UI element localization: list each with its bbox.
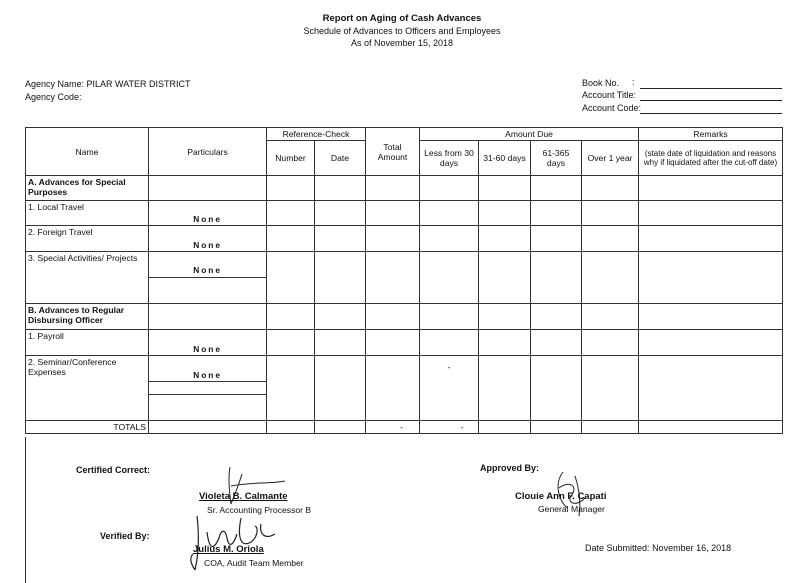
date-submitted-value: November 16, 2018 [652,543,732,553]
none-special-activities: None [193,265,222,275]
none-local-travel: None [193,214,222,224]
seminar-less-30-dash: - [420,356,479,421]
date-submitted [585,543,731,553]
header-less-30: Less from 30 days [420,141,479,176]
agency-name [25,79,191,89]
book-no-label: Book No. [582,78,620,88]
header-amount-due: Amount Due [420,128,639,141]
verified-name: Julius M. Oriola [193,544,264,555]
verified-by-label: Verified By: [100,531,150,541]
book-no-line [640,88,782,89]
frame-left-edge [25,437,26,583]
certified-correct-label: Certified Correct: [76,465,151,475]
totals-total-amount: - [366,421,420,434]
approved-name: Clouie Ann F. Capati [515,491,607,502]
none-foreign-travel: None [193,240,222,250]
agency-code-label: Agency Code: [25,92,82,102]
agency-name-label: Agency Name: [25,79,85,89]
header-total-amount: Total Amount [366,128,420,176]
header-date: Date [315,141,366,176]
account-code-label: Account Code: [582,103,642,113]
header-remarks: Remarks [639,128,783,141]
header-remarks-note: (state date of liquidation and reasons why if liquidated after the cut-off date) [639,141,783,176]
account-title-line [640,100,782,101]
row-local-travel: 1. Local Travel [26,201,149,226]
account-title-label: Account Title: [582,90,637,100]
header-61-365: 61-365 days [531,141,582,176]
header-number: Number [267,141,315,176]
row-payroll: 1. Payroll [26,330,149,356]
certified-title: Sr. Accounting Processor B [207,505,312,515]
approved-title: General Manager [538,504,605,514]
none-seminar: None [193,370,222,380]
book-no-colon: : [632,77,635,87]
date-submitted-label: Date Submitted: [585,543,650,553]
verified-title: COA, Audit Team Member [204,558,304,568]
header-31-60: 31-60 days [479,141,531,176]
totals-less-30: - [420,421,479,434]
report-date: As of November 15, 2018 [350,38,454,48]
header-over-1-year: Over 1 year [582,141,639,176]
row-foreign-travel: 2. Foreign Travel [26,226,149,252]
aging-table [25,127,783,434]
report-subtitle: Schedule of Advances to Officers and Employees [303,26,501,36]
header-particulars: Particulars [149,128,267,176]
agency-name-value: PILAR WATER DISTRICT [86,79,191,89]
header-name: Name [26,128,149,176]
totals-label: TOTALS [26,421,149,434]
header-reference-check: Reference-Check [267,128,366,141]
section-a-label: A. Advances for Special Purposes [26,176,149,201]
account-code-line [640,113,782,114]
certified-name: Violeta B. Calmante [199,491,288,502]
none-payroll: None [193,344,222,354]
approved-by-label: Approved By: [480,463,540,473]
row-special-activities: 3. Special Activities/ Projects [26,252,149,304]
report-title: Report on Aging of Cash Advances [322,13,482,24]
section-b-label: B. Advances to Regular Disbursing Officer [26,304,149,330]
row-seminar-conference: 2. Seminar/Conference Expenses [26,356,149,421]
